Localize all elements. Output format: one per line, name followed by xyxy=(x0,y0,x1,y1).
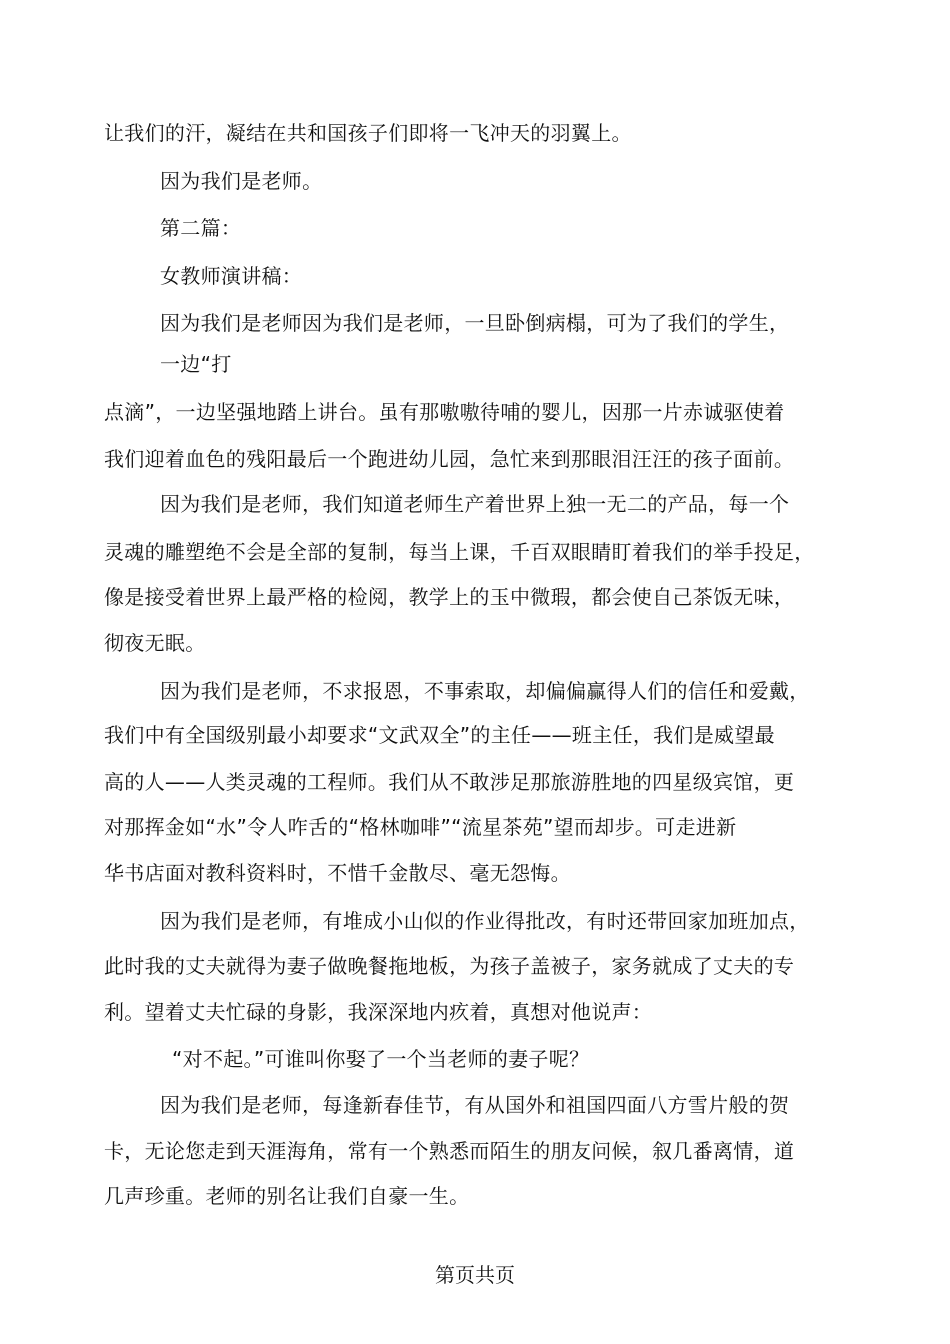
speech-title: 女教师演讲稿： xyxy=(160,264,303,288)
text-line: 因为我们是老师，我们知道老师生产着世界上独一无二的产品，每一个 xyxy=(160,492,790,516)
text-line: 因为我们是老师，每逢新春佳节，有从国外和祖国四面八方雪片般的贺 xyxy=(160,1093,790,1117)
text-line: 因为我们是老师。 xyxy=(160,169,323,193)
text-line: 灵魂的雕塑绝不会是全部的复制，每当上课，千百双眼睛盯着我们的举手投足， xyxy=(104,540,815,564)
text-line: 几声珍重。老师的别名让我们自豪一生。 xyxy=(104,1184,470,1208)
text-line: 因为我们是老师，不求报恩，不事索取，却偏偏赢得人们的信任和爱戴， xyxy=(160,679,810,703)
text-line: 对那挥金如“水”令人咋舌的“格林咖啡”“流星茶苑”望而却步。可走进新 xyxy=(104,815,737,839)
text-line: 一边“打 xyxy=(160,352,232,376)
text-line: 华书店面对教科资料时，不惜千金散尽、毫无怨悔。 xyxy=(104,861,571,885)
text-line: 像是接受着世界上最严格的检阅，教学上的玉中微瑕，都会使自己茶饭无味， xyxy=(104,585,795,609)
text-line: 高的人——人类灵魂的工程师。我们从不敢涉足那旅游胜地的四星级宾馆，更 xyxy=(104,770,795,794)
page-footer: 第页共页 xyxy=(435,1263,515,1287)
text-line: 卡，无论您走到天涯海角，常有一个熟悉而陌生的朋友问候，叙几番离情，道 xyxy=(104,1139,795,1163)
text-line: 利。望着丈夫忙碌的身影，我深深地内疚着，真想对他说声： xyxy=(104,1000,653,1024)
text-line: “对不起。”可谁叫你娶了一个当老师的妻子呢？ xyxy=(172,1047,590,1071)
text-line: 让我们的汗，凝结在共和国孩子们即将一飞冲天的羽翼上。 xyxy=(104,121,632,145)
text-line: 因为我们是老师，有堆成小山似的作业得批改，有时还带回家加班加点， xyxy=(160,909,810,933)
text-line: 因为我们是老师因为我们是老师，一旦卧倒病榻，可为了我们的学生， xyxy=(160,311,790,335)
section-heading: 第二篇： xyxy=(160,216,242,240)
text-line: 我们迎着血色的残阳最后一个跑进幼儿园，急忙来到那眼泪汪汪的孩子面前。 xyxy=(104,447,795,471)
text-line: 此时我的丈夫就得为妻子做晚餐拖地板，为孩子盖被子，家务就成了丈夫的专 xyxy=(104,954,795,978)
text-line: 点滴”，一边坚强地踏上讲台。虽有那嗷嗷待哺的婴儿，因那一片赤诚驱使着 xyxy=(104,400,785,424)
text-line: 我们中有全国级别最小却要求“文武双全”的主任——班主任，我们是威望最 xyxy=(104,723,775,747)
text-line: 彻夜无眠。 xyxy=(104,631,206,655)
